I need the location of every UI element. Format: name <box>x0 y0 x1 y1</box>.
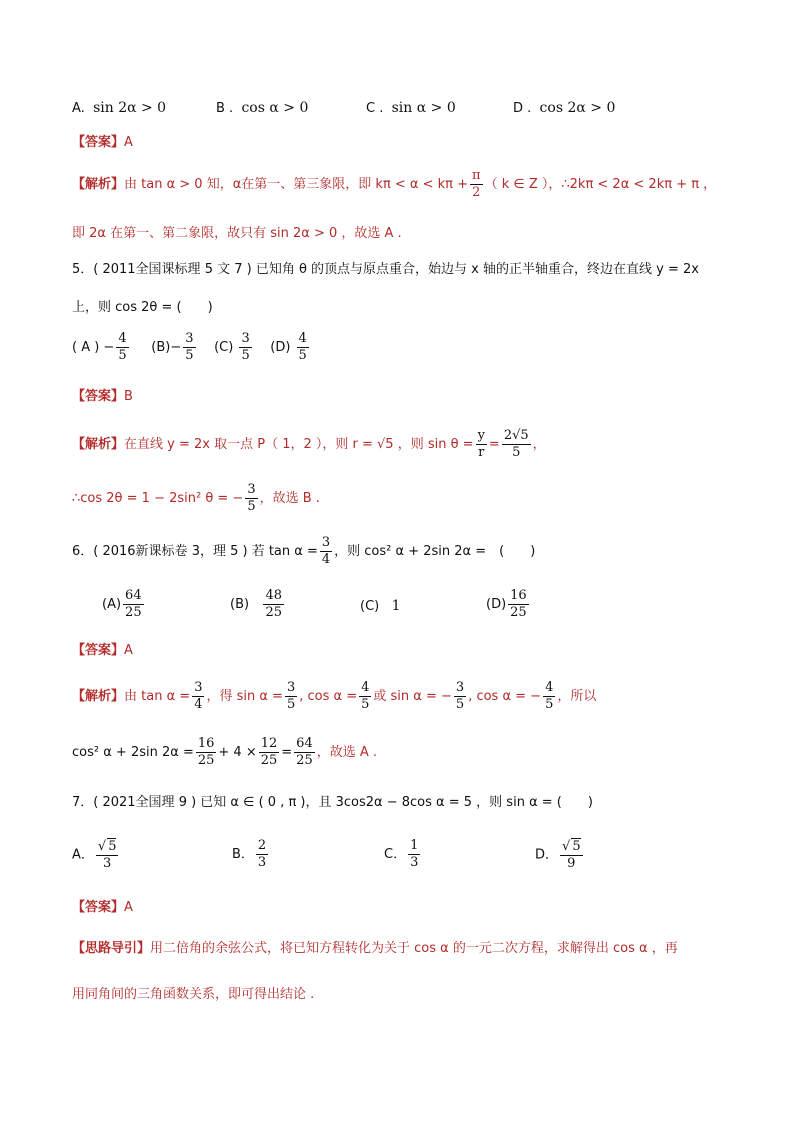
q5-stem-line2: 上，则 cos 2θ = ( ) <box>72 300 213 315</box>
q4-option-a: A. sin 2α > 0 <box>72 100 167 116</box>
q5-option-b: (B)− $\frac{3}{5}$ <box>151 331 194 363</box>
q5-options <box>72 331 311 364</box>
q4-answer: 【答案】A <box>72 135 133 150</box>
q6-option-d: (D) $\frac{16}{25}$ <box>486 588 527 620</box>
fraction: $\frac{\pi}{2}$ <box>472 168 481 200</box>
q7-guide-line2: 用同角间的三角函数关系，即可得出结论 . <box>72 987 315 1002</box>
q7-guide-line1: 【思路导引】用二倍角的余弦公式，将已知方程转化为关于 cos α 的一元二次方程，求解得出 cos α ，再 <box>72 941 678 956</box>
q4-analysis-line2: 即 2α 在第一、第二象限，故只有 sin 2α > 0 ，故选 A . <box>72 226 402 241</box>
q6-analysis-line1: 【解析】由 tan α = $\frac{3}{4}$ ，得 sin α = $\frac{3}{5}$ , cos α = $\frac{4}{5}$ 或 sin α = − $\frac{3}{5}$ , cos α = − $\frac{4}{5}$ ，所以 <box>72 680 597 712</box>
q5-answer: 【答案】B <box>72 389 133 404</box>
q5-analysis-line1: 【解析】在直线 y = 2x 取一点 P（ 1，2 ），则 r = √5 ，则 sin θ = $\frac{y}{r}$ = $\frac{2√5}{5}$ ， <box>72 428 546 460</box>
q6-analysis-line2: cos² α + 2sin 2α = $\frac{16}{25}$ + 4 × $\frac{12}{25}$ = $\frac{64}{25}$ ，故选 A . <box>72 736 378 768</box>
q7-answer: 【答案】A <box>72 900 133 915</box>
q6-option-c: (C) 1 <box>360 598 401 614</box>
q4-analysis-line1: 【解析】由 tan α > 0 知，α在第一、第三象限，即 kπ < α < kπ + $\frac{\pi}{2}$ （ k ∈ Z ），∴2kπ < 2α < 2kπ + π ， <box>72 168 717 200</box>
q4-option-b: B . cos α > 0 <box>216 100 309 116</box>
q5-analysis-line2: ∴cos 2θ = 1 − 2sin² θ = − $\frac{3}{5}$ ，故选 B . <box>72 482 320 514</box>
q5-stem-line1: 5．( 2011全国课标理 5 文 7 ) 已知角 θ 的顶点与原点重合，始边与 x 轴的正半轴重合，终边在直线 y = 2x <box>72 262 699 277</box>
q7-option-d: D． $\frac{√ 5}{9}$ <box>535 839 581 871</box>
q7-option-b: B． $\frac{2}{3}$ <box>232 838 267 870</box>
q5-option-c: (C) $\frac{3}{5}$ <box>214 331 250 363</box>
q5-option-a: ( A ) − $\frac{4}{5}$ <box>72 331 127 363</box>
q5-option-d: (D) $\frac{4}{5}$ <box>270 331 307 363</box>
q7-option-a: A． $\frac{√ 5}{3}$ <box>72 839 117 871</box>
q6-option-b: (B) $\frac{48}{25}$ <box>230 588 283 620</box>
q4-option-d: D . cos 2α > 0 <box>513 100 616 116</box>
q7-option-c: C． $\frac{1}{3}$ <box>384 838 419 870</box>
q7-stem: 7．( 2021全国理 9 ) 已知 α ∈ ( 0 , π )，且 3cos2α − 8cos α = 5 ，则 sin α = ( ) <box>72 795 593 810</box>
q6-option-a: (A) $\frac{64}{25}$ <box>102 588 142 620</box>
q6-stem: 6．( 2016新课标卷 3，理 5 ) 若 tan α = $\frac{3}{4}$ ，则 cos² α + 2sin 2α = ( ) <box>72 535 536 567</box>
q4-option-c: C . sin α > 0 <box>366 100 456 116</box>
q6-answer: 【答案】A <box>72 643 133 658</box>
